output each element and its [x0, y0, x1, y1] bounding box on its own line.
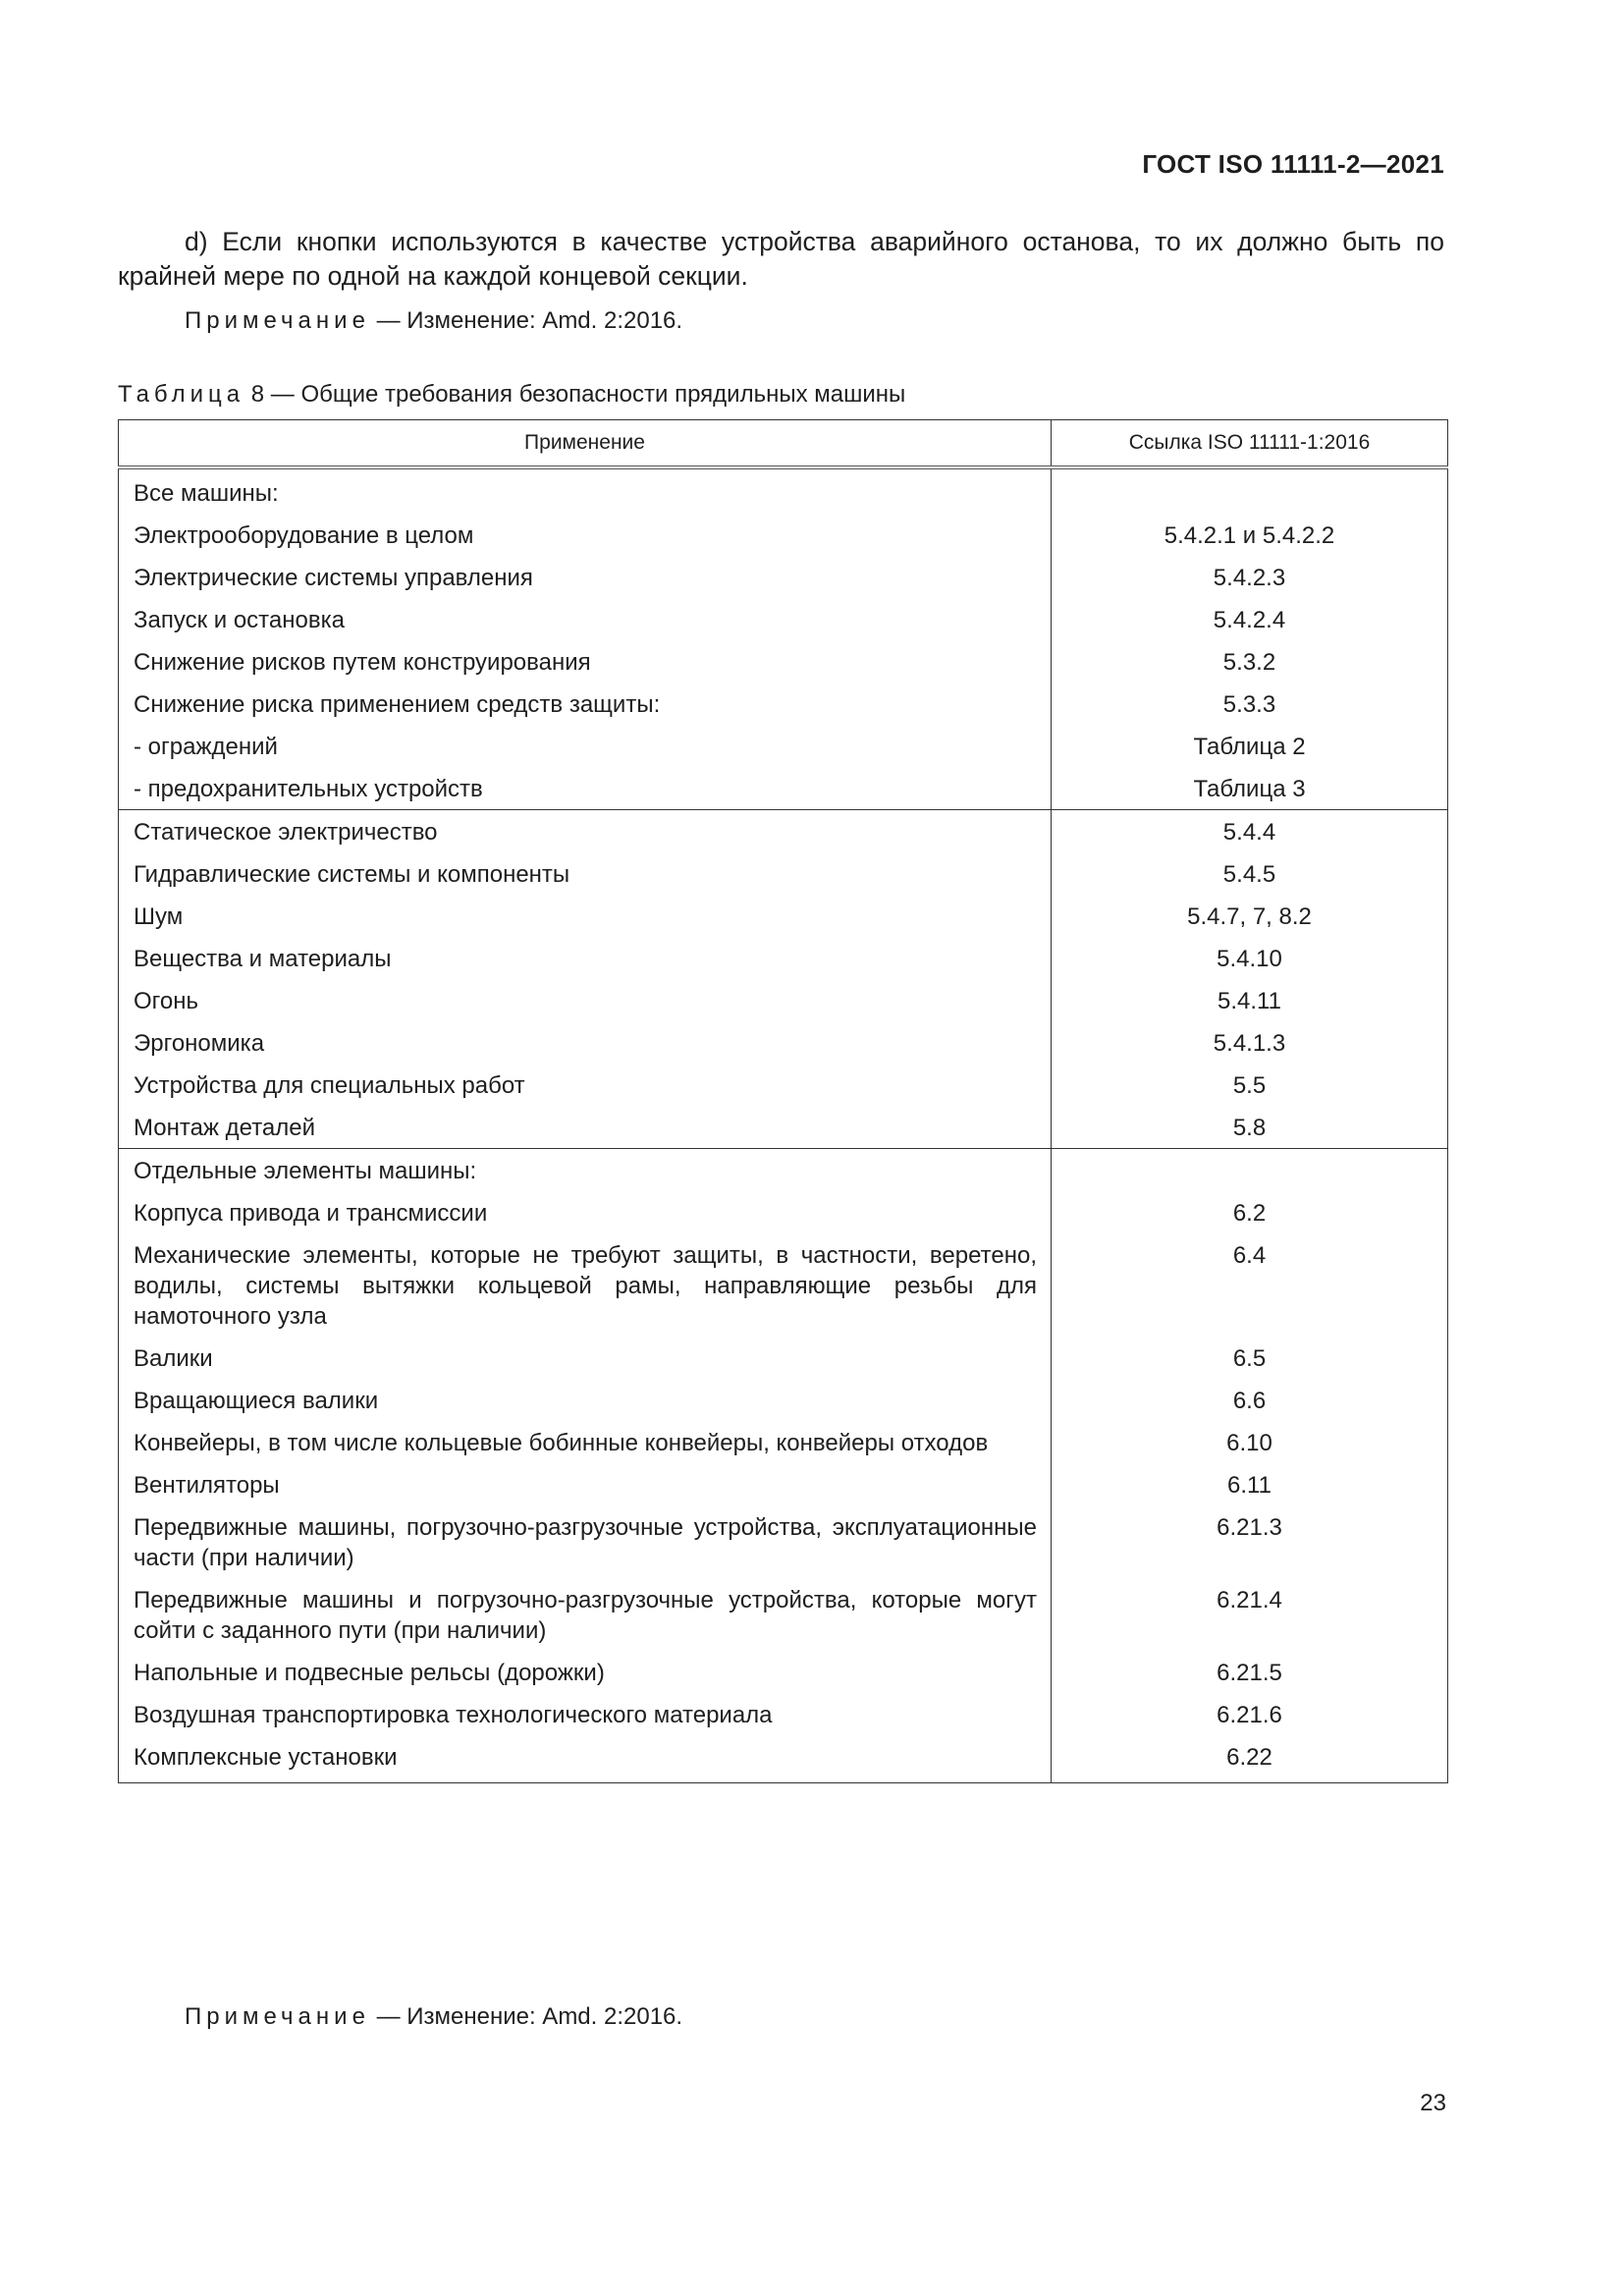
table-row — [119, 1735, 1448, 1783]
cell-reference: 5.3.2 — [1052, 640, 1448, 683]
table-row — [119, 683, 1448, 725]
table-row — [119, 979, 1448, 1021]
cell-reference: 5.5 — [1052, 1064, 1448, 1106]
table-row — [119, 1191, 1448, 1233]
cell-reference: 6.21.4 — [1052, 1578, 1448, 1651]
table-row — [119, 1578, 1448, 1651]
cell-reference: 5.4.2.4 — [1052, 598, 1448, 640]
cell-reference: 6.6 — [1052, 1379, 1448, 1421]
table-row — [119, 767, 1448, 810]
note-text: — Изменение: Amd. 2:2016. — [369, 307, 683, 334]
cell-application: Снижение рисков путем конструирования — [119, 640, 1052, 683]
table-row — [119, 810, 1448, 853]
cell-reference — [1052, 1149, 1448, 1192]
cell-application: Комплексные установки — [119, 1735, 1052, 1783]
cell-application: Эргономика — [119, 1021, 1052, 1064]
cell-application: Вещества и материалы — [119, 937, 1052, 979]
table-row — [119, 1421, 1448, 1463]
table-row — [119, 514, 1448, 556]
cell-reference: 5.4.2.3 — [1052, 556, 1448, 598]
cell-application: Передвижные машины, погрузочно-разгрузочные устройства, эксплуатационные части (при наличии) — [119, 1505, 1052, 1578]
table-row — [119, 556, 1448, 598]
table-row — [119, 1693, 1448, 1735]
paragraph-d: d) Если кнопки используются в качестве устройства аварийного останова, то их должно быть по крайней мере по одной на каждой концевой секции. — [118, 227, 1444, 291]
table-row — [119, 725, 1448, 767]
cell-reference: 6.21.6 — [1052, 1693, 1448, 1735]
cell-application: Запуск и остановка — [119, 598, 1052, 640]
cell-application: Вентиляторы — [119, 1463, 1052, 1505]
cell-application: Напольные и подвесные рельсы (дорожки) — [119, 1651, 1052, 1693]
cell-reference: 5.3.3 — [1052, 683, 1448, 725]
header-application: Применение — [119, 420, 1052, 468]
cell-application: Передвижные машины и погрузочно-разгрузочные устройства, которые могут сойти с заданного пути (при наличии) — [119, 1578, 1052, 1651]
note-text: — Изменение: Amd. 2:2016. — [369, 2003, 683, 2030]
cell-application: Электрические системы управления — [119, 556, 1052, 598]
cell-reference: 6.21.3 — [1052, 1505, 1448, 1578]
cell-application: Валики — [119, 1337, 1052, 1379]
table-row — [119, 1233, 1448, 1337]
table-row — [119, 1021, 1448, 1064]
cell-application: Гидравлические системы и компоненты — [119, 852, 1052, 895]
page-number: 23 — [1420, 2090, 1446, 2116]
table-row — [119, 1337, 1448, 1379]
note-label: Примечание — [185, 2003, 370, 2030]
cell-reference: 6.5 — [1052, 1337, 1448, 1379]
cell-reference: 5.4.5 — [1052, 852, 1448, 895]
cell-application: Устройства для специальных работ — [119, 1064, 1052, 1106]
cell-reference: Таблица 3 — [1052, 767, 1448, 810]
table-row — [119, 1379, 1448, 1421]
table-caption-text: 8 — Общие требования безопасности прядильных машины — [244, 381, 906, 408]
table-row — [119, 1463, 1448, 1505]
note-bottom — [185, 2003, 682, 2031]
table-row — [119, 1651, 1448, 1693]
cell-reference: 5.4.2.1 и 5.4.2.2 — [1052, 514, 1448, 556]
cell-application: Электрооборудование в целом — [119, 514, 1052, 556]
cell-reference — [1052, 467, 1448, 514]
cell-application: Шум — [119, 895, 1052, 937]
cell-reference: Таблица 2 — [1052, 725, 1448, 767]
cell-application: Отдельные элементы машины: — [119, 1149, 1052, 1192]
cell-application: Монтаж деталей — [119, 1106, 1052, 1149]
table-row — [119, 895, 1448, 937]
requirements-table — [118, 419, 1448, 1783]
table-row — [119, 1064, 1448, 1106]
cell-reference: 5.4.10 — [1052, 937, 1448, 979]
cell-application: Огонь — [119, 979, 1052, 1021]
cell-reference: 5.4.7, 7, 8.2 — [1052, 895, 1448, 937]
cell-reference: 6.4 — [1052, 1233, 1448, 1337]
document-code: ГОСТ ISO 11111-2—2021 — [1142, 149, 1444, 179]
cell-application: Корпуса привода и трансмиссии — [119, 1191, 1052, 1233]
cell-application: Все машины: — [119, 467, 1052, 514]
cell-reference: 5.4.4 — [1052, 810, 1448, 853]
cell-application: - ограждений — [119, 725, 1052, 767]
table-caption — [118, 381, 905, 409]
cell-application: Конвейеры, в том числе кольцевые бобинные конвейеры, конвейеры отходов — [119, 1421, 1052, 1463]
cell-application: Статическое электричество — [119, 810, 1052, 853]
note-top — [185, 307, 682, 335]
header-reference: Ссылка ISO 11111-1:2016 — [1052, 420, 1448, 468]
cell-reference: 5.4.1.3 — [1052, 1021, 1448, 1064]
cell-reference: 6.11 — [1052, 1463, 1448, 1505]
cell-reference: 6.10 — [1052, 1421, 1448, 1463]
cell-reference: 6.21.5 — [1052, 1651, 1448, 1693]
cell-reference: 6.22 — [1052, 1735, 1448, 1783]
table-row — [119, 937, 1448, 979]
table-row — [119, 1505, 1448, 1578]
cell-application: - предохранительных устройств — [119, 767, 1052, 810]
table-row — [119, 640, 1448, 683]
table-caption-label: Таблица — [118, 381, 245, 408]
cell-application: Воздушная транспортировка технологического материала — [119, 1693, 1052, 1735]
table-row — [119, 598, 1448, 640]
table-row — [119, 1149, 1448, 1192]
table-row — [119, 1106, 1448, 1149]
cell-reference: 5.4.11 — [1052, 979, 1448, 1021]
table-header-row — [119, 420, 1448, 468]
cell-reference: 6.2 — [1052, 1191, 1448, 1233]
table-row — [119, 467, 1448, 514]
table-row — [119, 852, 1448, 895]
cell-application: Снижение риска применением средств защиты: — [119, 683, 1052, 725]
cell-reference: 5.8 — [1052, 1106, 1448, 1149]
cell-application: Механические элементы, которые не требуют защиты, в частности, веретено, водилы, системы вытяжки кольцевой рамы, направляющие резьбы для намоточного узла — [119, 1233, 1052, 1337]
note-label: Примечание — [185, 307, 370, 334]
cell-application: Вращающиеся валики — [119, 1379, 1052, 1421]
